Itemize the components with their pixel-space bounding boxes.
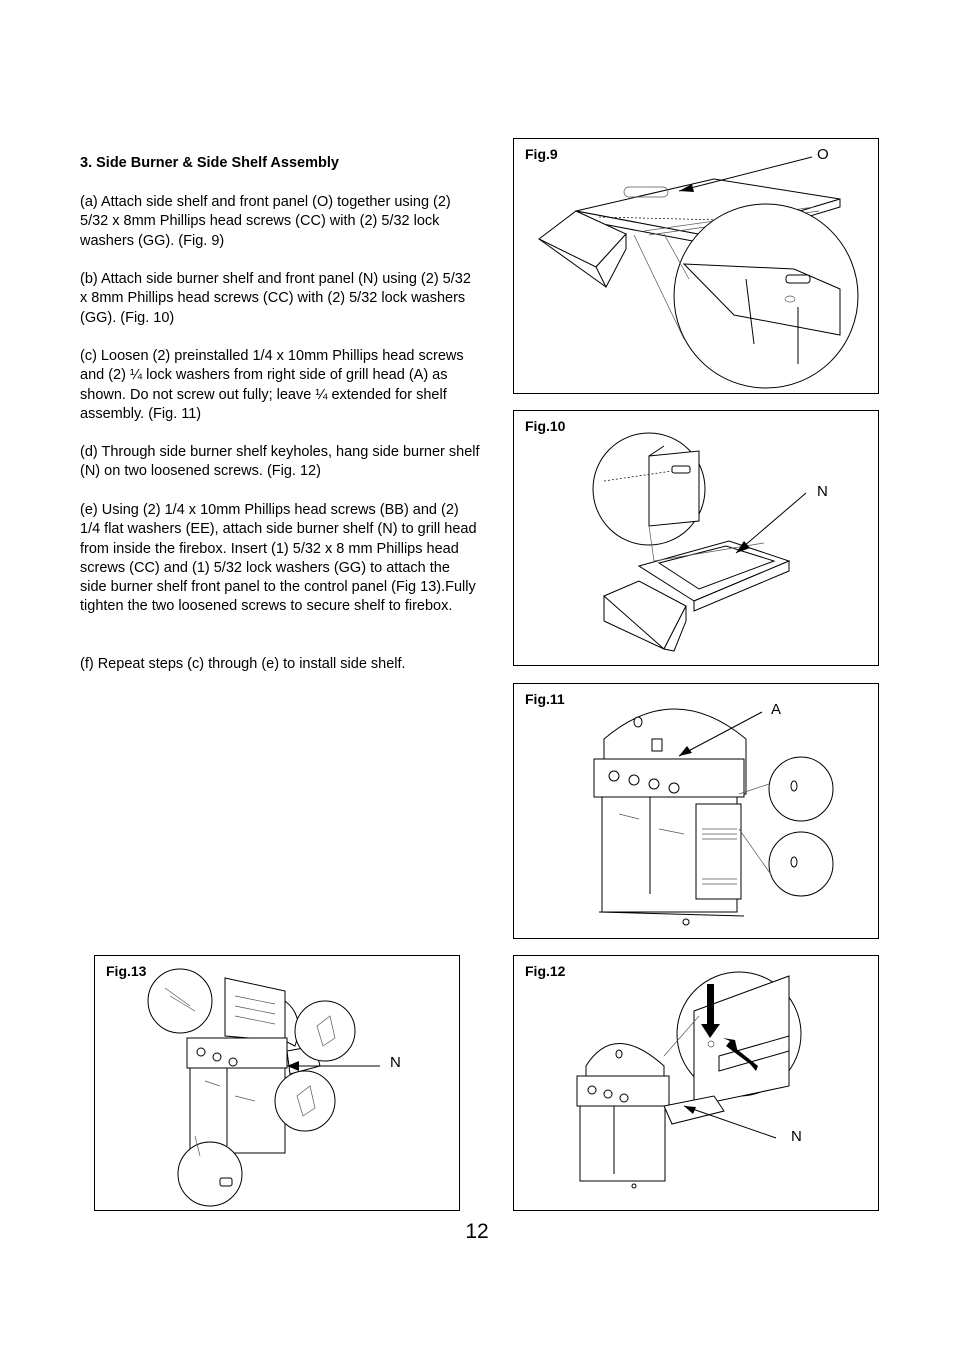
fig9-illustration <box>514 139 879 394</box>
fig12-label: Fig.12 <box>525 963 566 979</box>
fig10-callout-n: N <box>817 483 828 500</box>
step-f-text: (f) Repeat steps (c) through (e) to install side shelf. <box>80 656 406 672</box>
section-title: 3. Side Burner & Side Shelf Assembly <box>80 155 339 171</box>
figure-13 <box>94 955 460 1211</box>
fig10-illustration <box>514 411 879 666</box>
fig11-callout-a: A <box>771 701 782 718</box>
fig9-label: Fig.9 <box>525 146 558 162</box>
step-e-text: (e) Using (2) 1/4 x 10mm Phillips head screws (BB) and (2) 1/4 flat washers (EE), attach side burner shelf (N) to grill head from inside the firebox. Insert (1) 5/32 x 8 mm Phillips head screws (CC) and (1) 5/32 lock washers (GG) to attach the side burner shelf front panel to the control panel (Fig 13).Fully tighten the two loosened screws to secure shelf to firebox. <box>80 502 477 615</box>
page-number: 12 <box>465 1220 489 1243</box>
step-d-text: (d) Through side burner shelf keyholes, hang side burner shelf (N) on two loosened screws. (Fig. 12) <box>80 444 480 480</box>
fig12-illustration <box>514 956 879 1211</box>
step-b-text: (b) Attach side burner shelf and front panel (N) using (2) 5/32 x 8mm Phillips head screws (CC) with (2) 5/32 lock washers (GG). (Fig. 10) <box>80 271 471 326</box>
fig13-callout-n: N <box>390 1054 401 1071</box>
figure-10 <box>513 410 879 666</box>
fig10-label: Fig.10 <box>525 418 566 434</box>
figure-12 <box>513 955 879 1211</box>
fig12-callout-n: N <box>791 1128 802 1145</box>
step-c-text: (c) Loosen (2) preinstalled 1/4 x 10mm Phillips head screws and (2) ¼ lock washers from right side of grill head (A) as shown. Do not screw out fully; leave ¼ extended for shelf assembly. (Fig. 11) <box>80 348 464 422</box>
figure-11 <box>513 683 879 939</box>
step-a-text: (a) Attach side shelf and front panel (O) together using (2) 5/32 x 8mm Phillips head screws (CC) with (2) 5/32 lock washers (GG). (Fig. 9) <box>80 194 451 249</box>
fig13-illustration <box>95 956 460 1211</box>
figure-9 <box>513 138 879 394</box>
fig9-callout-o: O <box>817 146 829 163</box>
fig13-label: Fig.13 <box>106 963 147 979</box>
fig11-illustration <box>514 684 879 939</box>
fig11-label: Fig.11 <box>525 691 565 707</box>
